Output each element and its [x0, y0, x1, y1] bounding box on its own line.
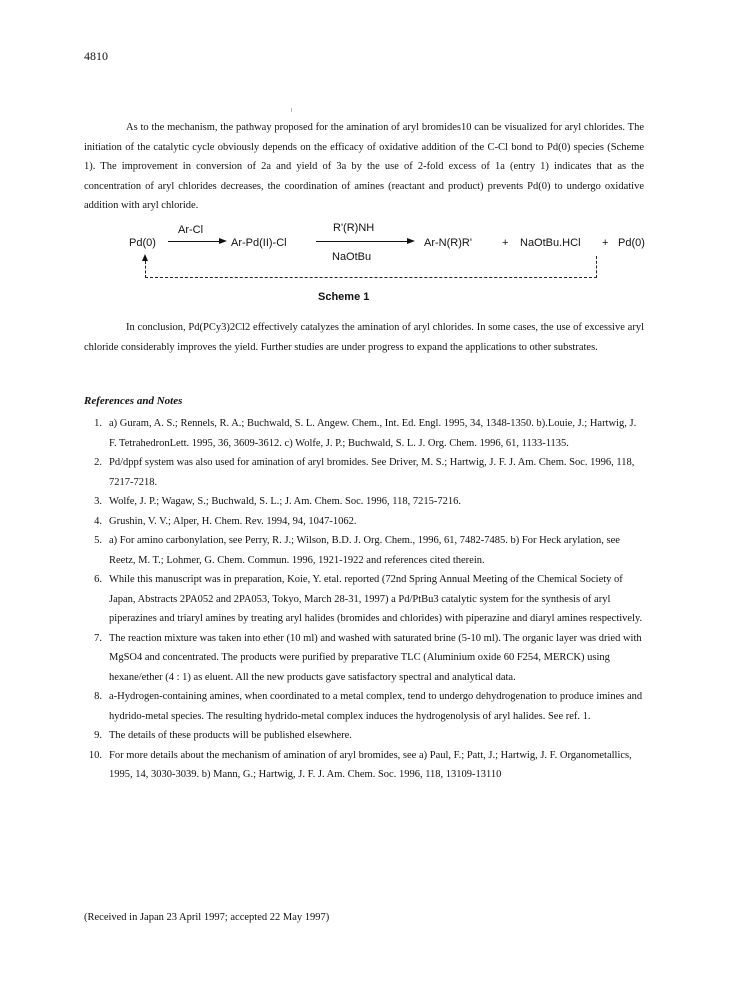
scheme-arrow2-bottom-label: NaOtBu: [332, 251, 372, 263]
scheme-pd0-right: Pd(0): [618, 237, 645, 249]
scheme-dashed-right: [596, 256, 597, 278]
reference-number: 9.: [94, 730, 102, 741]
scheme-plus-2: +: [602, 237, 609, 249]
reference-item: [84, 726, 644, 746]
page-number: 4810: [84, 49, 108, 63]
scheme-arrow2-line: [316, 241, 408, 242]
reference-item: [84, 570, 644, 629]
reference-item: [84, 453, 644, 492]
mechanism-paragraph-text: As to the mechanism, the pathway proposed for the amination of aryl bromides10 can be visualized for aryl chlorides. The initiation of the catalytic cycle obviously depends on the efficacy of oxidative addition of the C-Cl bond to Pd(0) species (Scheme 1). The improvement in conversion of 2a and yield of 3a by the use of 2-fold excess of 1a (entry 1) indicates that as the concentration of aryl chlorides decreases, the coordination of amines (reactant and product) prevents Pd(0) to undergo oxidative addition with aryl chloride.: [84, 122, 644, 211]
scheme-return-arrowhead: [142, 254, 148, 261]
reference-item: [84, 629, 644, 688]
reference-number: 6.: [94, 574, 102, 585]
scheme-dashed-left: [145, 261, 146, 278]
reference-text: Grushin, V. V.; Alper, H. Chem. Rev. 1994, 94, 1047-1062.: [109, 515, 357, 527]
reference-text: a) Guram, A. S.; Rennels, R. A.; Buchwald, S. L. Angew. Chem., Int. Ed. Engl. 1995, 34, 1348-1350. b).Louie, J.; Hartwig, J. F. TetrahedronLett. 1995, 36, 3609-3612. c) Wolfe, J. P.; Buchwald, S. L. J. Org. Chem. 1996, 61, 1133-1135.: [109, 418, 637, 449]
reference-text: The reaction mixture was taken into ether (10 ml) and washed with saturated brine (5-10 ml). The organic layer was dried with MgSO4 and concentrated. The products were purified by preparative TLC (Aluminium oxide 60 F254, MERCK) using hexane/ether (4 : 1) as eluent. All the new products gave satisfactory spectral and analytical data.: [109, 632, 642, 683]
reference-item: [84, 492, 644, 512]
references-heading: References and Notes: [84, 395, 183, 407]
reference-text: a-Hydrogen-containing amines, when coordinated to a metal complex, tend to undergo dehydrogenation to produce imines and hydrido-metal species. The resulting hydrido-metal complex induces the hydrogenolysis of aryl halides. See ref. 1.: [109, 691, 643, 722]
references-list: [84, 414, 644, 785]
scheme-pd0-left: Pd(0): [129, 237, 156, 249]
scheme-arrow2-top-label: R'(R)NH: [333, 222, 375, 234]
mechanism-paragraph: [84, 118, 644, 216]
reference-item: [84, 746, 644, 785]
scheme-intermediate: Ar-Pd(II)-Cl: [231, 237, 287, 249]
conclusion-paragraph-text: In conclusion, Pd(PCy3)2Cl2 effectively catalyzes the amination of aryl chlorides. In some cases, the use of excessive aryl chloride considerably improves the yield. Further studies are under progress to expand the applications to other substrates.: [84, 322, 644, 353]
reference-item: [84, 531, 644, 570]
reference-text: While this manuscript was in preparation, Koie, Y. etal. reported (72nd Spring Annual Meeting of the Chemical Society of Japan, Abstracts 2PA052 and 2PA053, Tokyo, March 28-31, 1997) a Pd/PtBu3 catalytic system for the synthesis of aryl piperazines and triaryl amines by treating aryl halides (bromides and chlorides) with piperazine and diaryl amines respectively.: [109, 574, 643, 624]
reference-number: 5.: [94, 535, 102, 546]
scheme-arrow1-head: [219, 238, 227, 244]
scheme-caption: Scheme 1: [318, 291, 370, 303]
reference-number: 4.: [94, 515, 102, 527]
reference-text: Pd/dppf system was also used for amination of aryl bromides. See Driver, M. S.; Hartwig, J. F. J. Am. Chem. Soc. 1996, 118, 7217-7218.: [109, 457, 635, 488]
received-line: (Received in Japan 23 April 1997; accepted 22 May 1997): [84, 912, 330, 923]
scheme-plus-1: +: [502, 237, 509, 249]
conclusion-paragraph: [84, 318, 644, 357]
margin-mark: [291, 108, 292, 112]
reference-number: 7.: [94, 632, 102, 644]
reference-item: [84, 687, 644, 726]
scheme-arrow1-label: Ar-Cl: [178, 224, 204, 236]
scheme-arrow1-line: [168, 241, 220, 242]
reference-number: 3.: [94, 496, 102, 507]
reference-number: 1.: [94, 418, 102, 429]
scheme-product: Ar-N(R)R': [424, 237, 472, 249]
reference-item: [84, 512, 644, 532]
scheme-dashed-bottom: [145, 277, 597, 278]
scheme-arrow2-head: [407, 238, 415, 244]
reference-number: 10.: [88, 749, 102, 761]
reference-number: 2.: [94, 457, 102, 468]
scheme-byproduct: NaOtBu.HCl: [520, 237, 581, 249]
reference-text: Wolfe, J. P.; Wagaw, S.; Buchwald, S. L.; J. Am. Chem. Soc. 1996, 118, 7215-7216.: [109, 496, 461, 507]
reference-text: The details of these products will be published elsewhere.: [109, 730, 352, 741]
reference-item: [84, 414, 644, 453]
reference-number: 8.: [94, 691, 102, 702]
reference-text: For more details about the mechanism of amination of aryl bromides, see a) Paul, F.; Patt, J.; Hartwig, J. F. Organometallics, 1995, 14, 3030-3039. b) Mann, G.; Hartwig, J. F. J. Am. Chem. Soc. 1996, 118, 13109-13110: [109, 749, 632, 780]
reference-text: a) For amino carbonylation, see Perry, R. J.; Wilson, B.D. J. Org. Chem., 1996, 61, 7482-7485. b) For Heck arylation, see Reetz, M. T.; Lohmer, G. Chem. Commun. 1996, 1921-1922 and references cited therein.: [109, 535, 620, 566]
